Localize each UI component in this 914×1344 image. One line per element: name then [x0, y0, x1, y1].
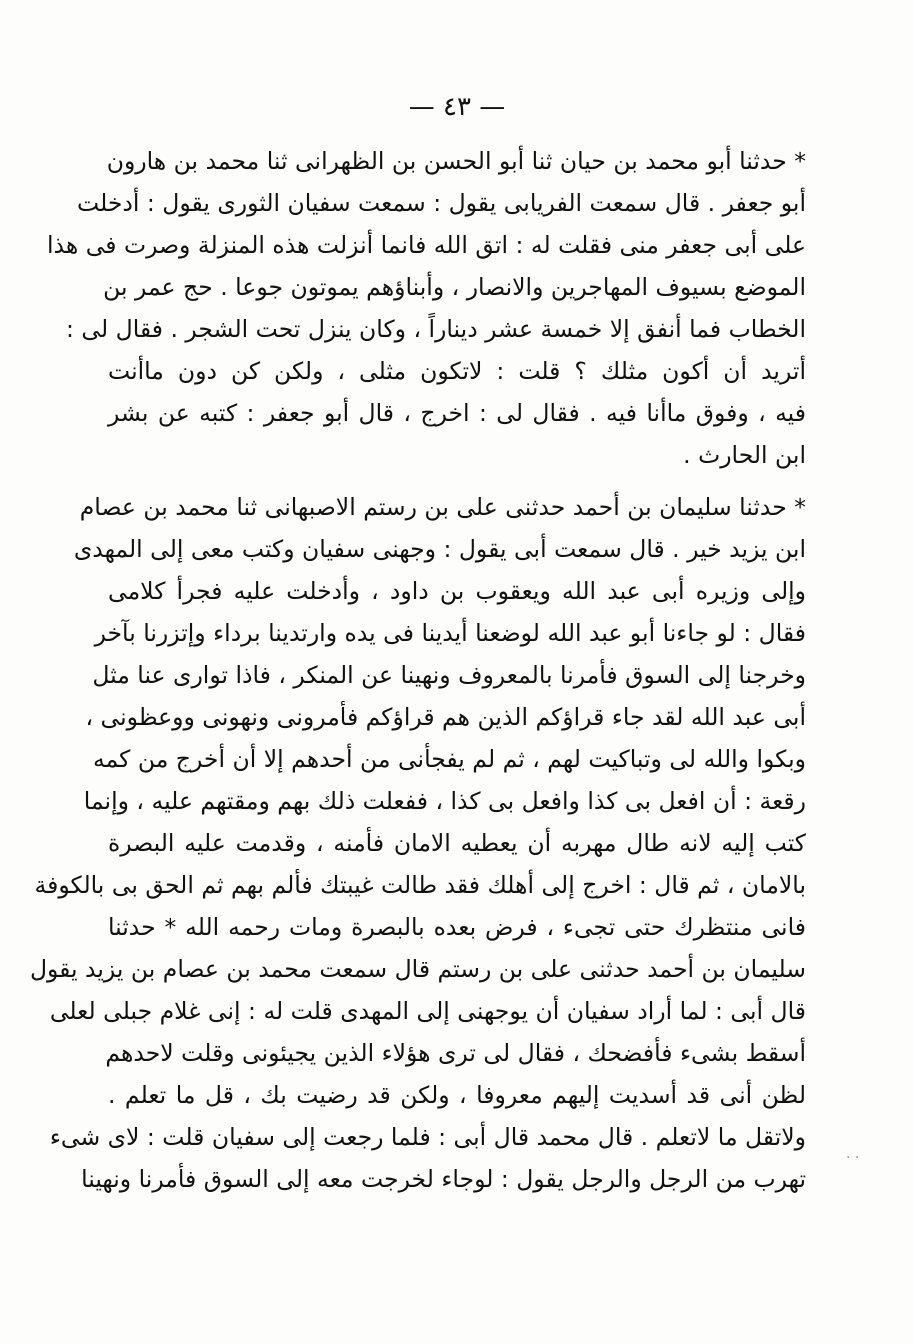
text-line: رقعة : أن افعل بى كذا وافعل بى كذا ، ففعلت ذلك بهم ومقتهم عليه ، وإنما [83, 787, 806, 815]
text-line: ولاتقل ما لاتعلم . قال محمد قال أبى : فلما رجعت إلى سفيان قلت : لاى شىء [49, 1123, 806, 1151]
text-line: لظن أنى قد أسديت إليهم معروفا ، ولكن قد رضيت بك ، قل ما تعلم . [108, 1081, 806, 1109]
text-line: أتريد أن أكون مثلك ؟ قلت : لاتكون مثلى ، ولكن كن دون ماأنت [108, 357, 806, 385]
text-line: أبو جعفر . قال سمعت الفريابى يقول : سمعت سفيان الثورى يقول : أدخلت [77, 189, 806, 217]
text-line: الموضع بسيوف المهاجرين والانصار ، وأبناؤهم يموتون جوعا . حج عمر بن [103, 273, 806, 301]
text-line: الخطاب فما أنفق إلا خمسة عشر ديناراً ، وكان ينزل تحت الشجر . فقال لى : [66, 315, 806, 343]
paragraph-2 [29, 486, 806, 1200]
text-line: بالامان ، ثم قال : اخرج إلى أهلك فقد طالت غيبتك فألم بهم ثم الحق بى بالكوفة [34, 871, 806, 899]
text-line: قال أبى : لما أراد سفيان أن يوجهنى إلى المهدى قلت له : إنى غلام جبلى لعلى [49, 997, 806, 1025]
text-line: فقال : لو جاءنا أبو عبد الله لوضعنا أيدينا فى يده وارتدينا برداء وإتزرنا بآخر [94, 619, 806, 647]
text-line: سليمان بن أحمد حدثنى على بن رستم قال سمعت محمد بن عصام بن يزيد يقول [29, 955, 806, 983]
text-line: ابن الحارث . [683, 441, 806, 469]
text-line: وخرجنا إلى السوق فأمرنا بالمعروف ونهينا عن المنكر ، فاذا توارى عنا مثل [92, 661, 806, 689]
text-line: كتب إليه لانه طال مهربه أن يعطيه الامان فأمنه ، وقدمت عليه البصرة [108, 829, 806, 857]
text-line: وبكوا والله لى وتباكيت لهم ، ثم لم يفجأنى من أحدهم إلا أن أخرج من كمه [93, 745, 806, 773]
text-line: * حدثنا أبو محمد بن حيان ثنا أبو الحسن بن الظهرانى ثنا محمد بن هارون [106, 147, 806, 175]
text-line: وإلى وزيره أبى عبد الله ويعقوب بن داود ، وأدخلت عليه فجرأ كلامى [108, 577, 806, 605]
page-number: — ٤٣ — [408, 92, 506, 122]
text-line: * حدثنا سليمان بن أحمد حدثنى على بن رستم الاصبهانى ثنا محمد بن عصام [79, 493, 806, 521]
text-line: أسقط بشىء فأفضحك ، فقال لى ترى هؤلاء الذين يجيئونى وقلت لاحدهم [105, 1039, 806, 1067]
paragraph-1 [46, 140, 806, 476]
text-line: على أبى جعفر منى فقلت له : اتق الله فانما أنزلت هذه المنزلة وصرت فى هذا [46, 231, 806, 259]
text-line: ابن يزيد خير . قال سمعت أبى يقول : وجهنى سفيان وكتب معى إلى المهدى [73, 535, 806, 563]
text-line: تهرب من الرجل والرجل يقول : لوجاء لخرجت معه إلى السوق فأمرنا ونهينا [81, 1165, 806, 1193]
text-line: فيه ، وفوق ماأنا فيه . فقال لى : اخرج ، قال أبو جعفر : كتبه عن بشر [108, 399, 806, 427]
text-line: فانى منتظرك حتى تجىء ، فرض بعده بالبصرة ومات رحمه الله * حدثنا [108, 913, 806, 941]
text-line: أبى عبد الله لقد جاء قراؤكم الذين هم قراؤكم فأمرونى ونهونى ووعظونى ، [85, 703, 806, 731]
margin-specks: · · [846, 1150, 860, 1166]
